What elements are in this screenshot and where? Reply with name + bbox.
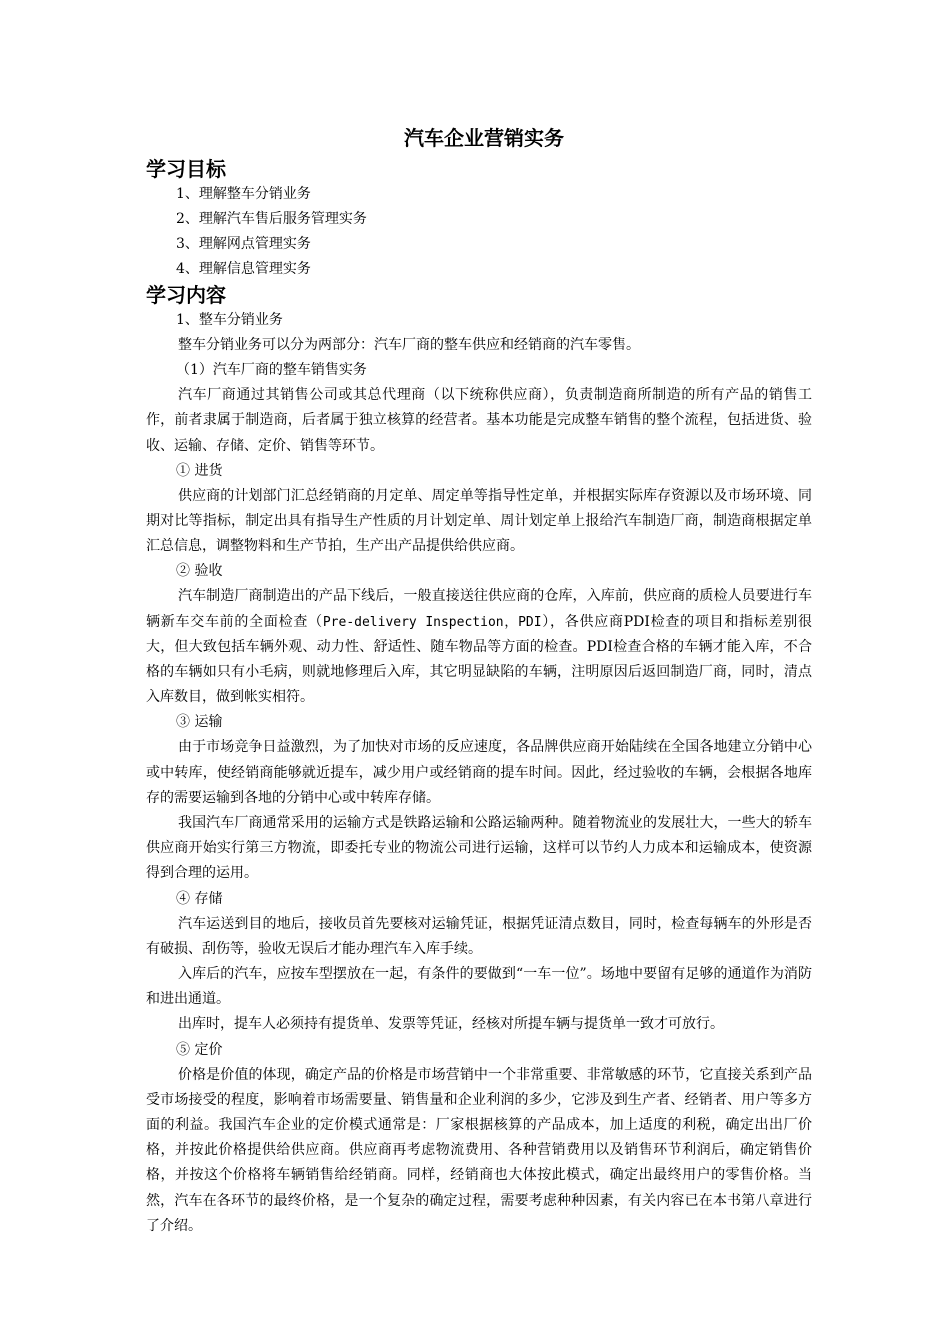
section-heading-objectives: 学习目标 xyxy=(146,157,226,181)
paragraph-text: 汽车制造厂商制造出的产品下线后，一般直接送往供应商的仓库，入库前，供应商的质检人员要进行车辆新车交车前的全面检查（ xyxy=(146,588,812,630)
pdi-term: Pre-delivery Inspection，PDI xyxy=(322,614,542,630)
paragraph: 出库时，提车人必须持有提货单、发票等凭证，经核对所提车辆与提货单一致才可放行。 xyxy=(178,1016,724,1033)
paragraph: 价格是价值的体现，确定产品的价格是市场营销中一个非常重要、非常敏感的环节，它直接关系到产品受市场接受的程度，影响着市场需要量、销售量和企业利润的多少，它涉及到生产者、经销者、用户等多方面的利益。我国汽车企业的定价模式通常是：厂家根据核算的产品成本，加上适度的利税，确定出出厂价格，并按此价格提供给供应商。供应商再考虑物流费用、各种营销费用以及销售环节利润后，确定销售价格，并按这个价格将车辆销售给经销商。同样，经销商也大体按此模式，确定出最终用户的零售价格。当然，汽车在各环节的最终价格，是一个复杂的确定过程，需要考虑种种因素，有关内容已在本书第八章进行了介绍。 xyxy=(146,1066,812,1234)
paragraph: 汽车厂商通过其销售公司或其总代理商（以下统称供应商），负责制造商所制造的所有产品的销售工作，前者隶属于制造商，后者属于独立核算的经营者。基本功能是完成整车销售的整个流程，包括进货、验收、运输、存储、定价、销售等环节。 xyxy=(146,387,812,454)
step-heading: ③ 运输 xyxy=(176,714,223,731)
document-title: 汽车企业营销实务 xyxy=(404,126,564,150)
paragraph: 汽车运送到目的地后，接收员首先要核对运输凭证，根据凭证清点数目，同时，检查每辆车的外形是否有破损、刮伤等，验收无误后才能办理汽车入库手续。 xyxy=(146,915,812,957)
step-heading: ⑤ 定价 xyxy=(176,1041,223,1058)
paragraph: 整车分销业务可以分为两部分：汽车厂商的整车供应和经销商的汽车零售。 xyxy=(178,337,640,353)
objective-item: 3、理解网点管理实务 xyxy=(176,236,311,252)
step-heading: ① 进货 xyxy=(176,462,223,479)
document-page xyxy=(146,120,812,1239)
paragraph: 由于市场竞争日益激烈，为了加快对市场的反应速度，各品牌供应商开始陆续在全国各地建立分销中心或中转库，使经销商能够就近提车，减少用户或经销商的提车时间。因此，经过验收的车辆，会根据各地库存的需要运输到各地的分销中心或中转库存储。 xyxy=(146,739,812,806)
paragraph: 我国汽车厂商通常采用的运输方式是铁路运输和公路运输两种。随着物流业的发展壮大，一些大的轿车供应商开始实行第三方物流，即委托专业的物流公司进行运输，这样可以节约人力成本和运输成本，使资源得到合理的运用。 xyxy=(146,815,812,882)
step-heading: ④ 存储 xyxy=(176,890,223,907)
objective-item: 1、理解整车分销业务 xyxy=(176,186,311,202)
paragraph: 入库后的汽车，应按车型摆放在一起，有条件的要做到“一车一位”。场地中要留有足够的通道作为消防和进出通道。 xyxy=(146,966,812,1008)
step-heading: ② 验收 xyxy=(176,563,223,580)
subsection-heading: 1、整车分销业务 xyxy=(176,312,283,328)
subsection-heading: （1）汽车厂商的整车销售实务 xyxy=(176,362,367,379)
paragraph: 供应商的计划部门汇总经销商的月定单、周定单等指导性定单，并根据实际库存资源以及市场环境、同期对比等指标，制定出具有指导生产性质的月计划定单、周计划定单上报给汽车制造厂商，制造商根据定单汇总信息，调整物料和生产节拍，生产出产品提供给供应商。 xyxy=(146,487,812,555)
paragraph xyxy=(146,584,812,710)
objective-item: 2、理解汽车售后服务管理实务 xyxy=(176,211,367,227)
objective-item: 4、理解信息管理实务 xyxy=(176,261,311,277)
section-heading-content: 学习内容 xyxy=(146,283,226,307)
paragraph-text: ），各供应商PDI检查的项目和指标差别很大，但大致包括车辆外观、动力性、舒适性、随车物品等方面的检查。PDI检查合格的车辆才能入库，不合格的车辆如只有小毛病，则就地修理后入库，其它明显缺陷的车辆，注明原因后返回制造厂商，同时，清点入库数目，做到帐实相符。 xyxy=(146,613,812,706)
